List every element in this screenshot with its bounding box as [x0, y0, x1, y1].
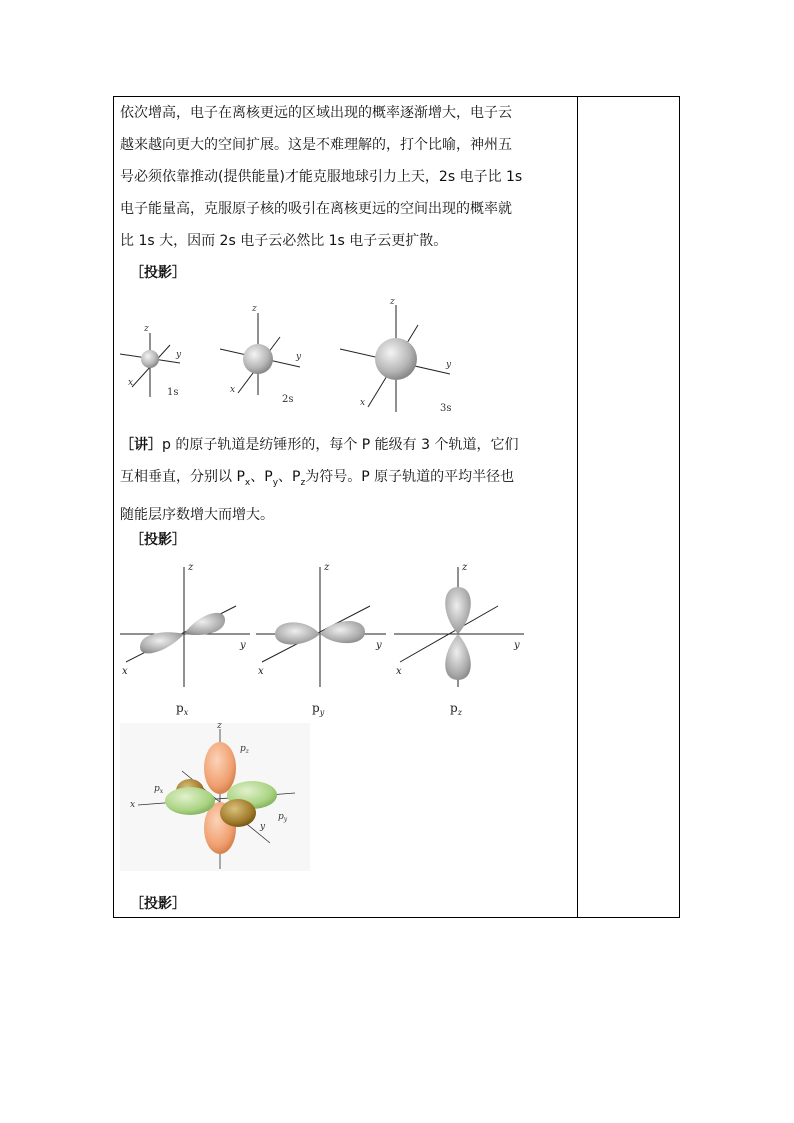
lecture-tag: ［讲］	[120, 437, 162, 453]
axis-z: z	[252, 304, 257, 314]
pz-lobe	[204, 742, 236, 794]
paragraph-1	[120, 97, 522, 257]
column-divider	[577, 97, 578, 917]
axis-z: z	[462, 562, 468, 573]
pz-lobe	[445, 634, 471, 680]
axis-y: y	[260, 822, 266, 832]
px-lobe	[184, 613, 225, 635]
py-lobe	[220, 799, 256, 827]
px-lobe	[140, 632, 184, 653]
projection-label-2: ［投影］	[130, 532, 186, 548]
py-lobe	[275, 622, 320, 644]
axis-x: x	[258, 666, 264, 677]
axis-z: z	[188, 562, 194, 573]
axis-x: x	[230, 385, 236, 395]
content-cell	[120, 97, 572, 917]
label-py: $p_y$	[312, 701, 325, 717]
axis-z: z	[144, 324, 149, 334]
axis-x: x	[360, 398, 366, 408]
lecture-text: 为符号。P 原子轨道的平均半径也	[305, 469, 515, 485]
axis-y: y	[376, 640, 382, 651]
orbital-label-2s: 2s	[282, 394, 294, 405]
paragraph-line: 电子能量高，克服原子核的吸引在离核更远的空间出现的概率就	[120, 201, 512, 217]
lecture-line-2	[120, 461, 519, 499]
axis-x: x	[122, 666, 128, 677]
axis-x: x	[128, 378, 134, 388]
lecture-text: 、P	[250, 469, 273, 485]
axis-z: z	[324, 562, 330, 573]
subscript: x	[244, 477, 251, 488]
combined-p-orbitals-figure	[120, 723, 310, 871]
projection-label-1: ［投影］	[130, 265, 186, 281]
lecture-text: 、P	[278, 469, 301, 485]
paragraph-line: 号必须依靠推动(提供能量)才能克服地球引力上天，2s 电子比 1s	[120, 169, 523, 185]
axis-y: y	[240, 640, 246, 651]
label-py: $p_y$	[278, 812, 288, 823]
projection-label-3: ［投影］	[130, 896, 186, 912]
paragraph-line: 越来越向更大的空间扩展。这是不难理解的，打个比喻，神州五	[120, 137, 512, 153]
s-orbital-figure	[120, 297, 480, 422]
subscript: z	[300, 477, 306, 488]
lecture-paragraph	[120, 429, 519, 531]
orbital-label-1s: 1s	[167, 387, 179, 398]
px-lobe	[165, 787, 215, 815]
p-orbital-figure	[120, 562, 540, 722]
py-lobe	[320, 621, 365, 643]
label-pz: $p_z$	[240, 744, 249, 755]
axis-x: x	[130, 800, 136, 810]
lecture-text: p 的原子轨道是纺锤形的，每个 P 能级有 3 个轨道，它们	[162, 437, 519, 453]
lecture-text: 互相垂直，分别以 P	[120, 469, 245, 485]
paragraph-line: 依次增高，电子在离核更远的区域出现的概率逐渐增大，电子云	[120, 105, 512, 121]
axis-y: y	[296, 352, 302, 362]
axis-z: z	[390, 297, 395, 307]
3s-sphere	[375, 338, 417, 380]
lecture-line-3: 随能层序数增大而增大。	[120, 506, 274, 523]
axis-z: z	[217, 723, 222, 731]
1s-sphere	[141, 350, 159, 368]
paragraph-line: 比 1s 大，因而 2s 电子云必然比 1s 电子云更扩散。	[120, 233, 448, 249]
lesson-table	[113, 96, 680, 918]
label-px: $p_x$	[154, 784, 164, 795]
axis-y: y	[446, 360, 452, 370]
pz-lobe	[445, 587, 471, 634]
orbital-label-3s: 3s	[440, 403, 452, 414]
axis-x: x	[396, 666, 402, 677]
lecture-line-1	[120, 429, 519, 461]
subscript: y	[272, 477, 279, 488]
label-px: $p_x$	[176, 701, 189, 717]
2s-sphere	[243, 344, 273, 374]
axis-y: y	[514, 640, 520, 651]
label-pz: $p_z$	[450, 701, 462, 717]
axis-y: y	[176, 350, 182, 360]
